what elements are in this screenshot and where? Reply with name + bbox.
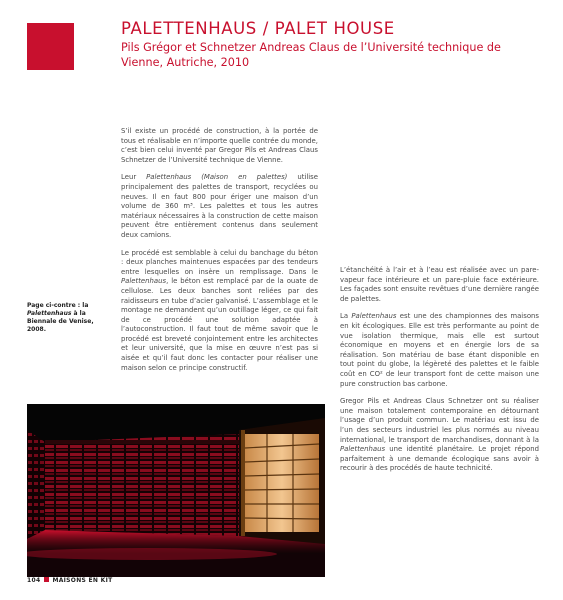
paragraph-text: utilise principalement des palettes de transport, recyclées ou neuves. Il en faut 800 pour ériger une maison d’un volume de 360 m³. Les palettes et tous les autres matériaux nécessaires à la construction de cette maison peuvent être entièrement contenus dans seulement deux camions. [121, 173, 318, 239]
paragraph [121, 127, 318, 165]
caption-text: à la Biennale de Venise, 2008. [27, 310, 94, 333]
paragraph-text: S’il existe un procédé de construction, à la portée de tous et réalisable en n’importe quelle contrée du monde, c’est bien celui inventé par Gregor Pils et Andreas Claus Schnetzer de l’Université technique de Vienne. [121, 127, 318, 164]
paragraph-text: Gregor Pils et Andreas Claus Schnetzer ont su réaliser une maison totalement contemporaine en détournant l’usage d’un produit commun. Le matériau est issu de l’un des secteurs industriel les plus normés au niveau international, le transport de marchandises, donnant à la [340, 397, 539, 444]
text-column-left [121, 127, 318, 381]
section-name: MAISONS EN KIT [52, 577, 113, 584]
side-facade [27, 430, 45, 539]
page-subtitle: Pils Grégor et Schnetzer Andreas Claus de l’Université technique de Vienne, Autriche, 2010 [121, 41, 501, 69]
paragraph [340, 397, 539, 474]
page-footer [27, 577, 113, 584]
paragraph-text: une identité planétaire. Le projet répond parfaitement à une demande écologique sans avoir à recourir à des procédés de haute technicité. [340, 445, 539, 473]
paragraph-text: Leur [121, 173, 147, 182]
paragraph-text: La [340, 312, 352, 321]
paragraph-text: , le béton est remplacé par de la ouate de cellulose. Les deux banches sont reliées par des raidisseurs en tube d’acier galvanisé. L’assemblage et le montage ne demandent qu’un outillage léger, ce qui fait de ce procédé une solution adaptée à l’autoconstruction. Il faut tout de même savoir que le procédé est breveté conjointement entre les architectes et leur université, que la mise en œuvre n’est pas si aisée et qu’il faut donc les contacter pour réaliser une maison selon ce principe constructif. [121, 277, 318, 372]
caption-text: Page ci-contre : la [27, 302, 89, 309]
photo-caption [27, 302, 113, 334]
paragraph-text: est une des championnes des maisons en kit écologiques. Elle est très performante au point de vue isolation thermique, mais elle est surtout économique en moyens et en énergie lors de sa réalisation. Son matériau de base étant disponible en tout point du globe, la légèreté des palettes et le faible coût en CO² de leur transport font de cette maison une pure construction bas carbone. [340, 312, 539, 388]
page-number: 104 [27, 577, 41, 584]
italic-text: Palettenhaus (Maison en palettes) [146, 173, 288, 182]
lit-interior [245, 434, 319, 532]
italic-text: Palettenhaus [351, 312, 397, 321]
red-square-bullet-icon [44, 577, 49, 582]
paragraph [121, 173, 318, 240]
front-facade [45, 434, 239, 536]
palettenhaus-photo [27, 404, 325, 577]
paragraph [121, 249, 318, 374]
page-title: PALETTENHAUS / PALET HOUSE [121, 19, 395, 38]
red-accent-square [27, 23, 74, 70]
caption-italic: Palettenhaus [27, 310, 72, 317]
paragraph-text: L’étanchéité à l’air et à l’eau est réalisée avec un pare-vapeur face intérieure et un pare-pluie face extérieure. Les façades sont ensuite revêtues d’une dernière rangée de palettes. [340, 266, 539, 303]
paragraph-text: Le procédé est semblable à celui du banchage du béton : deux planches maintenues espacées par des tendeurs entre lesquelles on insère un remplissage. Dans le [121, 248, 318, 276]
paragraph [340, 312, 539, 389]
text-column-right [340, 266, 539, 482]
italic-text: Palettenhaus [340, 445, 386, 454]
house-illustration [27, 404, 325, 577]
italic-text: Palettenhaus [121, 277, 167, 286]
paragraph [340, 266, 539, 304]
